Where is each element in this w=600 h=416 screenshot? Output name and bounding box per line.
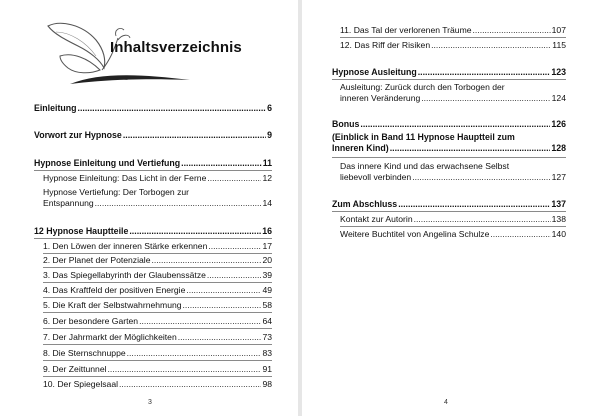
entry-divider <box>43 344 272 345</box>
right-page <box>302 0 600 416</box>
toc-entry-4[interactable]: 4. Das Kraftfeld der positiven Energie ..... 49 <box>43 285 272 296</box>
toc-entry-licht-in-der-ferne[interactable]: Hypnose Einleitung: Das Licht in der Ferne ..... 12 <box>43 173 272 184</box>
entry-divider <box>43 328 272 329</box>
toc-section-bonus[interactable]: Bonus ..... 126 <box>332 119 566 130</box>
toc-section-hauptteile[interactable]: 12 Hypnose Hauptteile ..... 16 <box>34 226 272 237</box>
toc-section-einleitung-vertiefung[interactable]: Hypnose Einleitung und Vertiefung ..... 11 <box>34 158 272 169</box>
toc-entry-ausleitung-torbogen[interactable]: Ausleitung: Zurück durch den Torbogen der inneren Veränderung ..... 124 <box>340 82 566 104</box>
toc-section-abschluss[interactable]: Zum Abschluss ..... 137 <box>332 199 566 210</box>
section-divider <box>34 238 272 239</box>
page-number: 3 <box>148 399 152 406</box>
toc-entry-9[interactable]: 9. Der Zeittunnel ..... 91 <box>43 364 272 375</box>
entry-divider <box>43 312 272 313</box>
toc-entry-8[interactable]: 8. Die Sternschnuppe ..... 83 <box>43 348 272 359</box>
entry-divider <box>340 226 566 227</box>
page-number: 4 <box>444 399 448 406</box>
entry-divider <box>43 360 272 361</box>
entry-divider <box>340 37 566 38</box>
toc-entry-weitere-buchtitel[interactable]: Weitere Buchtitel von Angelina Schulze ..... 140 <box>340 229 566 240</box>
toc-entry-2[interactable]: 2. Der Planet der Potenziale ..... 20 <box>43 255 272 266</box>
toc-entry-12[interactable]: 12. Das Riff der Risiken ..... 115 <box>340 40 566 51</box>
left-page <box>0 0 298 416</box>
toc-entry-6[interactable]: 6. Der besondere Garten ..... 64 <box>43 316 272 327</box>
toc-entry-7[interactable]: 7. Der Jahrmarkt der Möglichkeiten ..... 73 <box>43 332 272 343</box>
section-divider <box>332 157 566 158</box>
toc-entry-vorwort[interactable]: Vorwort zur Hypnose ..... 9 <box>34 130 272 141</box>
toc-entry-torbogen-entspannung[interactable]: Hypnose Vertiefung: Der Torbogen zur Entspannung ..... 14 <box>43 187 272 209</box>
toc-section-ausleitung[interactable]: Hypnose Ausleitung ..... 123 <box>332 67 566 78</box>
toc-entry-3[interactable]: 3. Das Spiegellabyrinth der Glaubenssätze ..... 39 <box>43 270 272 281</box>
toc-entry-kontakt[interactable]: Kontakt zur Autorin ..... 138 <box>340 214 566 225</box>
butterfly-ornament-icon <box>30 16 190 96</box>
toc-entry-inneres-kind[interactable]: Das innere Kind und das erwachsene Selbst liebevoll verbinden ..... 127 <box>340 161 566 183</box>
section-divider <box>34 170 272 171</box>
toc-title: Inhaltsverzeichnis <box>110 39 242 56</box>
entry-divider <box>43 282 272 283</box>
toc-entry-einleitung[interactable]: Einleitung ..... 6 <box>34 103 272 114</box>
toc-entry-1[interactable]: 1. Den Löwen der inneren Stärke erkennen ..... 17 <box>43 241 272 252</box>
toc-entry-10[interactable]: 10. Der Spiegelsaal ..... 98 <box>43 379 272 390</box>
toc-entry-5[interactable]: 5. Die Kraft der Selbstwahrnehmung ..... 58 <box>43 300 272 311</box>
section-divider <box>332 211 566 212</box>
entry-divider <box>43 253 272 254</box>
section-divider <box>332 79 566 80</box>
toc-entry-11[interactable]: 11. Das Tal der verlorenen Träume ..... 107 <box>340 25 566 36</box>
toc-section-einblick-band-11[interactable]: (Einblick in Band 11 Hypnose Hauptteil zum Inneren Kind) ..... 128 <box>332 132 566 154</box>
entry-divider <box>43 267 272 268</box>
entry-divider <box>43 376 272 377</box>
entry-divider <box>43 297 272 298</box>
